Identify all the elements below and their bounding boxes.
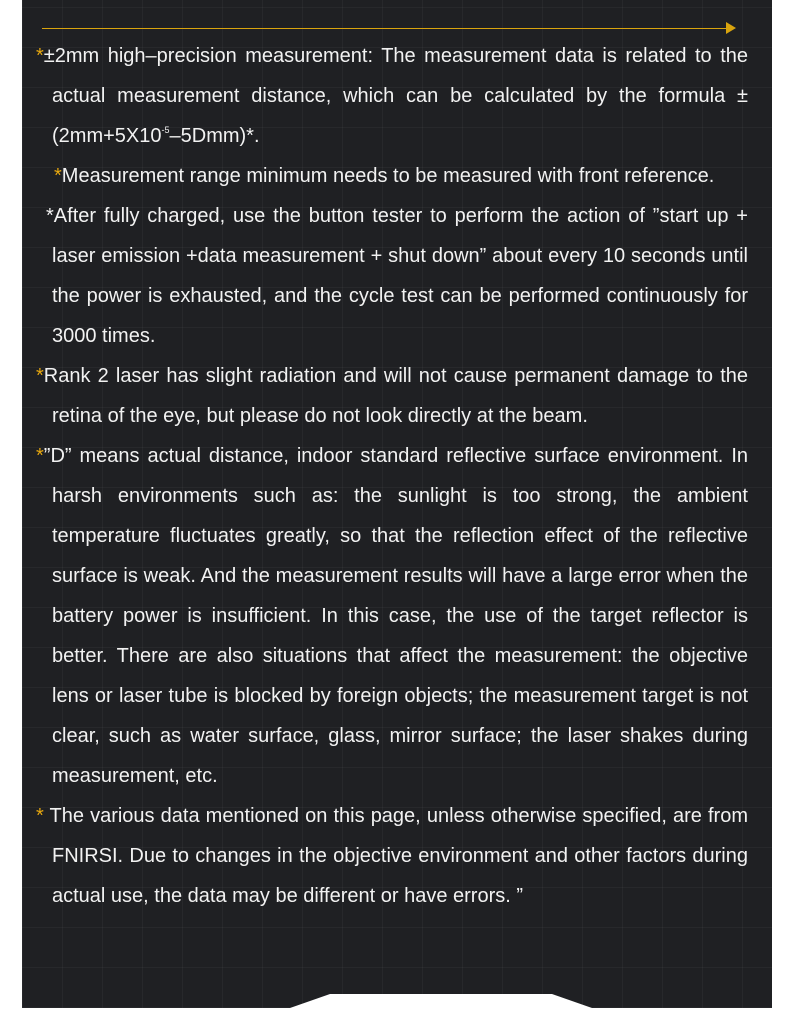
note-battery-cycle: *After fully charged, use the button tester to perform the action of ”start up + laser emission +data measurement + shut down” about every 10 seconds until the power is exhausted, and the cycle test can be performed continuously for 3000 times. [46, 205, 748, 347]
top-divider-line [42, 28, 730, 29]
formula-exponent: -5 [161, 125, 170, 135]
notes-text-block [22, 36, 772, 916]
bullet-star: * [36, 445, 44, 467]
bullet-star: * [54, 165, 62, 187]
note-distance-definition: *”D” means actual distance, indoor standard reflective surface environment. In harsh environments such as: the sunlight is too strong, the ambient temperature fluctuates greatly, so that the reflection effect of the reflective surface is weak. And the measurement results will have a large error when the battery power is insufficient. In this case, the use of the target reflector is better. There are also situations that affect the measurement: the objective lens or laser tube is blocked by foreign objects; the measurement target is not clear, such as water surface, glass, mirror surface; the laser shakes during measurement, etc. [36, 445, 748, 787]
note-precision: *±2mm high–precision measurement: The measurement data is related to the actual measurement distance, which can be calculated by the formula $\pm(2mm+5X10^{-5}-5Dmm)*$. [36, 45, 748, 147]
bullet-star: * [36, 365, 44, 387]
note-laser-rank: *Rank 2 laser has slight radiation and will not cause permanent damage to the retina of the eye, but please do not look directly at the beam. [36, 365, 748, 427]
divider-arrow-icon [726, 22, 736, 34]
disclaimer-panel [22, 0, 772, 1008]
note-measurement-range: *Measurement range minimum needs to be measured with front reference. [54, 165, 715, 187]
bullet-star: * [36, 805, 44, 827]
bullet-star-plain: * [46, 205, 54, 227]
note-data-source: * The various data mentioned on this page, unless otherwise specified, are from FNIRSI. Due to changes in the objective environment and other factors during actual use, the data may be different or have errors. ” [36, 805, 748, 907]
bullet-star: * [36, 45, 44, 67]
bottom-tab-shape [290, 994, 592, 1008]
